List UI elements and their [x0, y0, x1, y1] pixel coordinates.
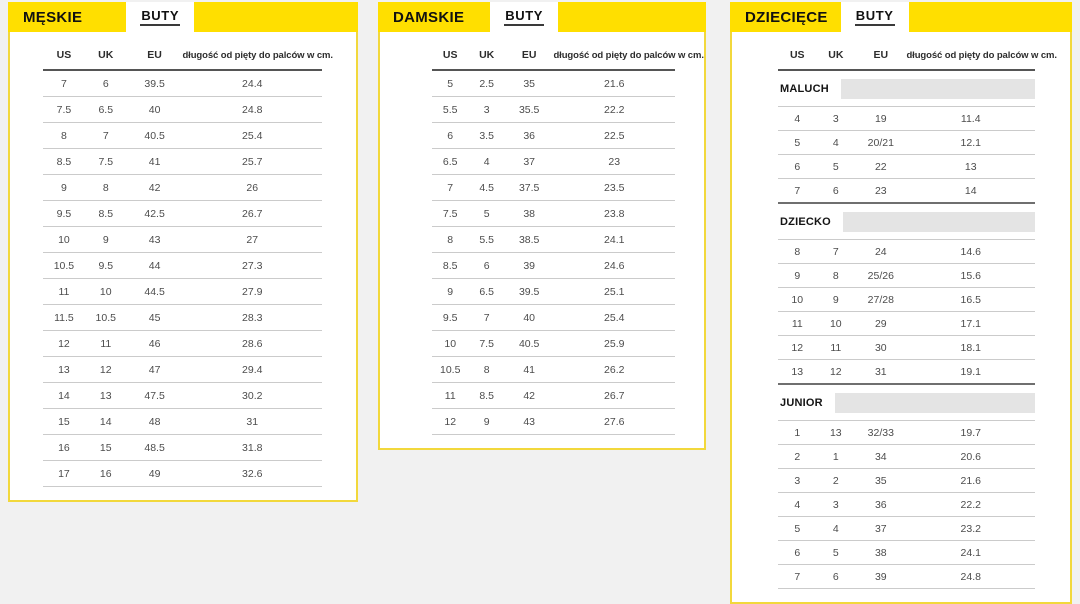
panel-kids-sizes	[730, 2, 1072, 604]
size-row	[43, 227, 322, 253]
size-cell: 27/28	[855, 288, 906, 312]
size-cell: 8	[778, 240, 817, 264]
size-row	[432, 383, 675, 409]
size-cell: 9	[817, 288, 856, 312]
size-cell: 5	[778, 131, 817, 155]
section-cell	[778, 70, 1035, 107]
size-cell: 44.5	[127, 279, 183, 305]
size-cell: 4	[468, 149, 504, 175]
size-row	[432, 201, 675, 227]
size-cell: 27.6	[553, 409, 675, 435]
tab-buty-kids[interactable]	[841, 2, 909, 32]
tab-buty-mens[interactable]	[126, 2, 194, 32]
size-cell: 26.7	[182, 201, 322, 227]
size-cell: 19.7	[906, 421, 1035, 445]
size-cell: 40.5	[127, 123, 183, 149]
size-cell: 26	[182, 175, 322, 201]
size-cell: 10	[43, 227, 85, 253]
panel-title-mens: MĘSKIE	[23, 8, 83, 26]
size-cell: 8	[85, 175, 127, 201]
size-row	[43, 70, 322, 97]
size-cell: 11.5	[43, 305, 85, 331]
size-cell: 1	[778, 421, 817, 445]
col-header-eu: EU	[127, 41, 183, 70]
size-cell: 10	[432, 331, 468, 357]
size-row	[43, 435, 322, 461]
size-cell: 6	[432, 123, 468, 149]
size-cell: 48.5	[127, 435, 183, 461]
panel-womens-sizes	[378, 2, 706, 450]
size-cell: 24.1	[906, 541, 1035, 565]
size-cell: 35.5	[505, 97, 554, 123]
size-cell: 16.5	[906, 288, 1035, 312]
size-cell: 12	[778, 336, 817, 360]
size-cell: 10	[778, 288, 817, 312]
size-cell: 6.5	[85, 97, 127, 123]
size-cell: 4.5	[468, 175, 504, 201]
size-cell: 7	[468, 305, 504, 331]
size-row	[43, 461, 322, 487]
size-cell: 39	[855, 565, 906, 589]
size-row	[778, 179, 1035, 204]
size-row	[43, 123, 322, 149]
kids-size-table	[778, 41, 1057, 589]
size-cell: 16	[43, 435, 85, 461]
size-cell: 23.2	[906, 517, 1035, 541]
section-band	[843, 212, 1035, 232]
size-cell: 8	[432, 227, 468, 253]
col-header-eu: EU	[855, 41, 906, 70]
size-cell: 9	[778, 264, 817, 288]
size-cell: 14	[43, 383, 85, 409]
section-row	[778, 384, 1035, 421]
section-cell	[778, 203, 1035, 240]
section-label: JUNIOR	[778, 397, 835, 409]
panel-title-kids: DZIECIĘCE	[745, 8, 828, 26]
size-cell: 38	[505, 201, 554, 227]
size-row	[778, 445, 1035, 469]
size-cell: 2	[778, 445, 817, 469]
size-cell: 28.3	[182, 305, 322, 331]
size-cell: 8	[43, 123, 85, 149]
size-cell: 11	[432, 383, 468, 409]
size-cell: 35	[855, 469, 906, 493]
size-cell: 15	[85, 435, 127, 461]
size-cell: 45	[127, 305, 183, 331]
col-header-uk: UK	[817, 41, 856, 70]
size-cell: 5.5	[432, 97, 468, 123]
size-cell: 11	[43, 279, 85, 305]
size-cell: 26.2	[553, 357, 675, 383]
size-cell: 28.6	[182, 331, 322, 357]
size-cell: 3.5	[468, 123, 504, 149]
size-cell: 7	[432, 175, 468, 201]
size-row	[778, 517, 1035, 541]
header-row	[43, 41, 322, 70]
size-row	[778, 360, 1035, 385]
size-cell: 11	[85, 331, 127, 357]
size-cell: 42.5	[127, 201, 183, 227]
size-cell: 30	[855, 336, 906, 360]
size-cell: 20.6	[906, 445, 1035, 469]
size-cell: 4	[778, 493, 817, 517]
size-cell: 22.2	[906, 493, 1035, 517]
size-cell: 23.5	[553, 175, 675, 201]
size-cell: 24	[855, 240, 906, 264]
col-header-uk: UK	[85, 41, 127, 70]
size-table-container-kids	[730, 32, 1072, 604]
mens-size-table	[43, 41, 333, 487]
size-cell: 5	[432, 70, 468, 97]
size-cell: 19	[855, 107, 906, 131]
size-row	[43, 175, 322, 201]
size-row	[432, 305, 675, 331]
size-cell: 7.5	[432, 201, 468, 227]
size-cell: 2	[817, 469, 856, 493]
size-cell: 27	[182, 227, 322, 253]
size-cell: 8	[817, 264, 856, 288]
size-cell: 29	[855, 312, 906, 336]
size-cell: 42	[127, 175, 183, 201]
size-cell: 9	[43, 175, 85, 201]
size-cell: 8	[468, 357, 504, 383]
size-cell: 20/21	[855, 131, 906, 155]
size-row	[778, 288, 1035, 312]
size-cell: 15.6	[906, 264, 1035, 288]
size-cell: 48	[127, 409, 183, 435]
size-cell: 10.5	[85, 305, 127, 331]
size-cell: 31	[182, 409, 322, 435]
size-cell: 7	[778, 179, 817, 204]
size-cell: 12	[85, 357, 127, 383]
size-cell: 40	[127, 97, 183, 123]
size-cell: 13	[817, 421, 856, 445]
col-header-us: US	[778, 41, 817, 70]
size-row	[432, 357, 675, 383]
size-cell: 8.5	[468, 383, 504, 409]
size-row	[43, 409, 322, 435]
size-cell: 37	[505, 149, 554, 175]
size-cell: 43	[505, 409, 554, 435]
size-cell: 9	[432, 279, 468, 305]
size-row	[778, 565, 1035, 589]
size-cell: 6.5	[432, 149, 468, 175]
size-cell: 7.5	[468, 331, 504, 357]
header-row	[778, 41, 1035, 70]
panel-header-mens	[8, 2, 358, 32]
size-cell: 12.1	[906, 131, 1035, 155]
size-cell: 36	[505, 123, 554, 149]
col-header-length: długość od pięty do palców w cm.	[553, 41, 675, 70]
size-row	[432, 227, 675, 253]
size-cell: 21.6	[906, 469, 1035, 493]
panel-header-womens	[378, 2, 706, 32]
size-cell: 10	[85, 279, 127, 305]
size-cell: 7.5	[43, 97, 85, 123]
size-table-container-womens	[378, 32, 706, 450]
size-cell: 32.6	[182, 461, 322, 487]
size-cell: 7.5	[85, 149, 127, 175]
size-cell: 9.5	[85, 253, 127, 279]
size-cell: 42	[505, 383, 554, 409]
header-row	[432, 41, 675, 70]
size-cell: 9	[85, 227, 127, 253]
size-row	[432, 175, 675, 201]
size-row	[778, 541, 1035, 565]
size-cell: 24.1	[553, 227, 675, 253]
size-row	[778, 493, 1035, 517]
size-cell: 27.9	[182, 279, 322, 305]
col-header-us: US	[432, 41, 468, 70]
size-cell: 39.5	[127, 70, 183, 97]
size-cell: 25.1	[553, 279, 675, 305]
size-cell: 5.5	[468, 227, 504, 253]
size-cell: 18.1	[906, 336, 1035, 360]
size-cell: 24.8	[906, 565, 1035, 589]
size-cell: 7	[817, 240, 856, 264]
size-cell: 22	[855, 155, 906, 179]
size-cell: 11	[778, 312, 817, 336]
size-row	[432, 279, 675, 305]
tab-buty-womens[interactable]	[490, 2, 558, 32]
size-table-container-mens	[8, 32, 358, 502]
size-cell: 37	[855, 517, 906, 541]
size-cell: 8.5	[85, 201, 127, 227]
size-cell: 23	[855, 179, 906, 204]
size-cell: 2.5	[468, 70, 504, 97]
size-cell: 10.5	[43, 253, 85, 279]
section-band	[835, 393, 1035, 413]
size-cell: 24.4	[182, 70, 322, 97]
size-cell: 22.2	[553, 97, 675, 123]
size-row	[43, 201, 322, 227]
size-cell: 17.1	[906, 312, 1035, 336]
size-cell: 27.3	[182, 253, 322, 279]
size-cell: 6	[468, 253, 504, 279]
section-row	[778, 70, 1035, 107]
size-cell: 3	[778, 469, 817, 493]
size-cell: 38	[855, 541, 906, 565]
size-cell: 24.6	[553, 253, 675, 279]
size-cell: 6	[817, 565, 856, 589]
size-cell: 21.6	[553, 70, 675, 97]
size-cell: 47.5	[127, 383, 183, 409]
tab-label: BUTY	[140, 8, 180, 26]
size-cell: 9.5	[432, 305, 468, 331]
section-cell	[778, 384, 1035, 421]
size-cell: 30.2	[182, 383, 322, 409]
size-cell: 4	[778, 107, 817, 131]
size-cell: 10	[817, 312, 856, 336]
size-row	[432, 331, 675, 357]
size-row	[778, 240, 1035, 264]
section-label: MALUCH	[778, 83, 841, 95]
size-cell: 25.4	[182, 123, 322, 149]
size-cell: 3	[468, 97, 504, 123]
size-row	[778, 469, 1035, 493]
size-cell: 39	[505, 253, 554, 279]
size-cell: 25.7	[182, 149, 322, 175]
size-row	[432, 253, 675, 279]
size-cell: 16	[85, 461, 127, 487]
size-cell: 43	[127, 227, 183, 253]
size-row	[43, 253, 322, 279]
tab-label: BUTY	[855, 8, 895, 26]
size-cell: 17	[43, 461, 85, 487]
col-header-length: długość od pięty do palców w cm.	[182, 41, 322, 70]
section-label: DZIECKO	[778, 216, 843, 228]
size-cell: 4	[817, 131, 856, 155]
size-cell: 8.5	[43, 149, 85, 175]
size-row	[43, 149, 322, 175]
womens-size-table	[432, 41, 704, 435]
panel-mens-sizes	[8, 2, 358, 502]
size-cell: 31	[855, 360, 906, 385]
size-cell: 41	[505, 357, 554, 383]
size-cell: 7	[85, 123, 127, 149]
size-cell: 5	[778, 517, 817, 541]
size-row	[43, 357, 322, 383]
size-cell: 47	[127, 357, 183, 383]
size-cell: 35	[505, 70, 554, 97]
size-cell: 7	[778, 565, 817, 589]
size-cell: 29.4	[182, 357, 322, 383]
size-cell: 11.4	[906, 107, 1035, 131]
size-cell: 7	[43, 70, 85, 97]
size-cell: 6	[85, 70, 127, 97]
size-row	[43, 97, 322, 123]
col-header-eu: EU	[505, 41, 554, 70]
size-cell: 25/26	[855, 264, 906, 288]
size-row	[778, 421, 1035, 445]
size-cell: 13	[43, 357, 85, 383]
panel-header-kids	[730, 2, 1072, 32]
col-header-length: długość od pięty do palców w cm.	[906, 41, 1035, 70]
size-row	[778, 336, 1035, 360]
size-cell: 5	[817, 155, 856, 179]
size-cell: 1	[817, 445, 856, 469]
size-cell: 44	[127, 253, 183, 279]
size-cell: 14	[906, 179, 1035, 204]
size-row	[778, 264, 1035, 288]
size-row	[43, 383, 322, 409]
size-cell: 39.5	[505, 279, 554, 305]
size-cell: 6	[778, 155, 817, 179]
size-cell: 32/33	[855, 421, 906, 445]
section-row	[778, 203, 1035, 240]
size-cell: 12	[43, 331, 85, 357]
size-cell: 5	[817, 541, 856, 565]
size-row	[432, 123, 675, 149]
size-cell: 40.5	[505, 331, 554, 357]
size-cell: 13	[778, 360, 817, 385]
size-cell: 8.5	[432, 253, 468, 279]
size-row	[43, 305, 322, 331]
size-row	[43, 331, 322, 357]
size-row	[432, 409, 675, 435]
size-cell: 6.5	[468, 279, 504, 305]
size-cell: 25.4	[553, 305, 675, 331]
size-cell: 25.9	[553, 331, 675, 357]
size-cell: 36	[855, 493, 906, 517]
size-cell: 9.5	[43, 201, 85, 227]
size-cell: 40	[505, 305, 554, 331]
size-row	[43, 279, 322, 305]
size-cell: 11	[817, 336, 856, 360]
size-cell: 23	[553, 149, 675, 175]
size-row	[432, 70, 675, 97]
col-header-us: US	[43, 41, 85, 70]
size-row	[778, 131, 1035, 155]
size-cell: 23.8	[553, 201, 675, 227]
size-cell: 38.5	[505, 227, 554, 253]
panel-title-womens: DAMSKIE	[393, 8, 465, 26]
size-cell: 3	[817, 107, 856, 131]
section-band	[841, 79, 1035, 99]
size-cell: 3	[817, 493, 856, 517]
size-cell: 31.8	[182, 435, 322, 461]
size-cell: 12	[817, 360, 856, 385]
tab-label: BUTY	[504, 8, 544, 26]
size-row	[778, 107, 1035, 131]
size-cell: 49	[127, 461, 183, 487]
size-row	[778, 312, 1035, 336]
size-cell: 41	[127, 149, 183, 175]
size-cell: 22.5	[553, 123, 675, 149]
size-row	[432, 97, 675, 123]
size-row	[432, 149, 675, 175]
size-cell: 5	[468, 201, 504, 227]
size-cell: 37.5	[505, 175, 554, 201]
size-cell: 13	[85, 383, 127, 409]
size-cell: 19.1	[906, 360, 1035, 385]
size-cell: 10.5	[432, 357, 468, 383]
size-cell: 6	[778, 541, 817, 565]
size-cell: 24.8	[182, 97, 322, 123]
size-row	[778, 155, 1035, 179]
size-cell: 6	[817, 179, 856, 204]
size-cell: 46	[127, 331, 183, 357]
size-cell: 12	[432, 409, 468, 435]
size-cell: 14	[85, 409, 127, 435]
size-cell: 15	[43, 409, 85, 435]
size-cell: 13	[906, 155, 1035, 179]
col-header-uk: UK	[468, 41, 504, 70]
size-cell: 4	[817, 517, 856, 541]
size-cell: 9	[468, 409, 504, 435]
size-cell: 26.7	[553, 383, 675, 409]
size-cell: 14.6	[906, 240, 1035, 264]
size-cell: 34	[855, 445, 906, 469]
